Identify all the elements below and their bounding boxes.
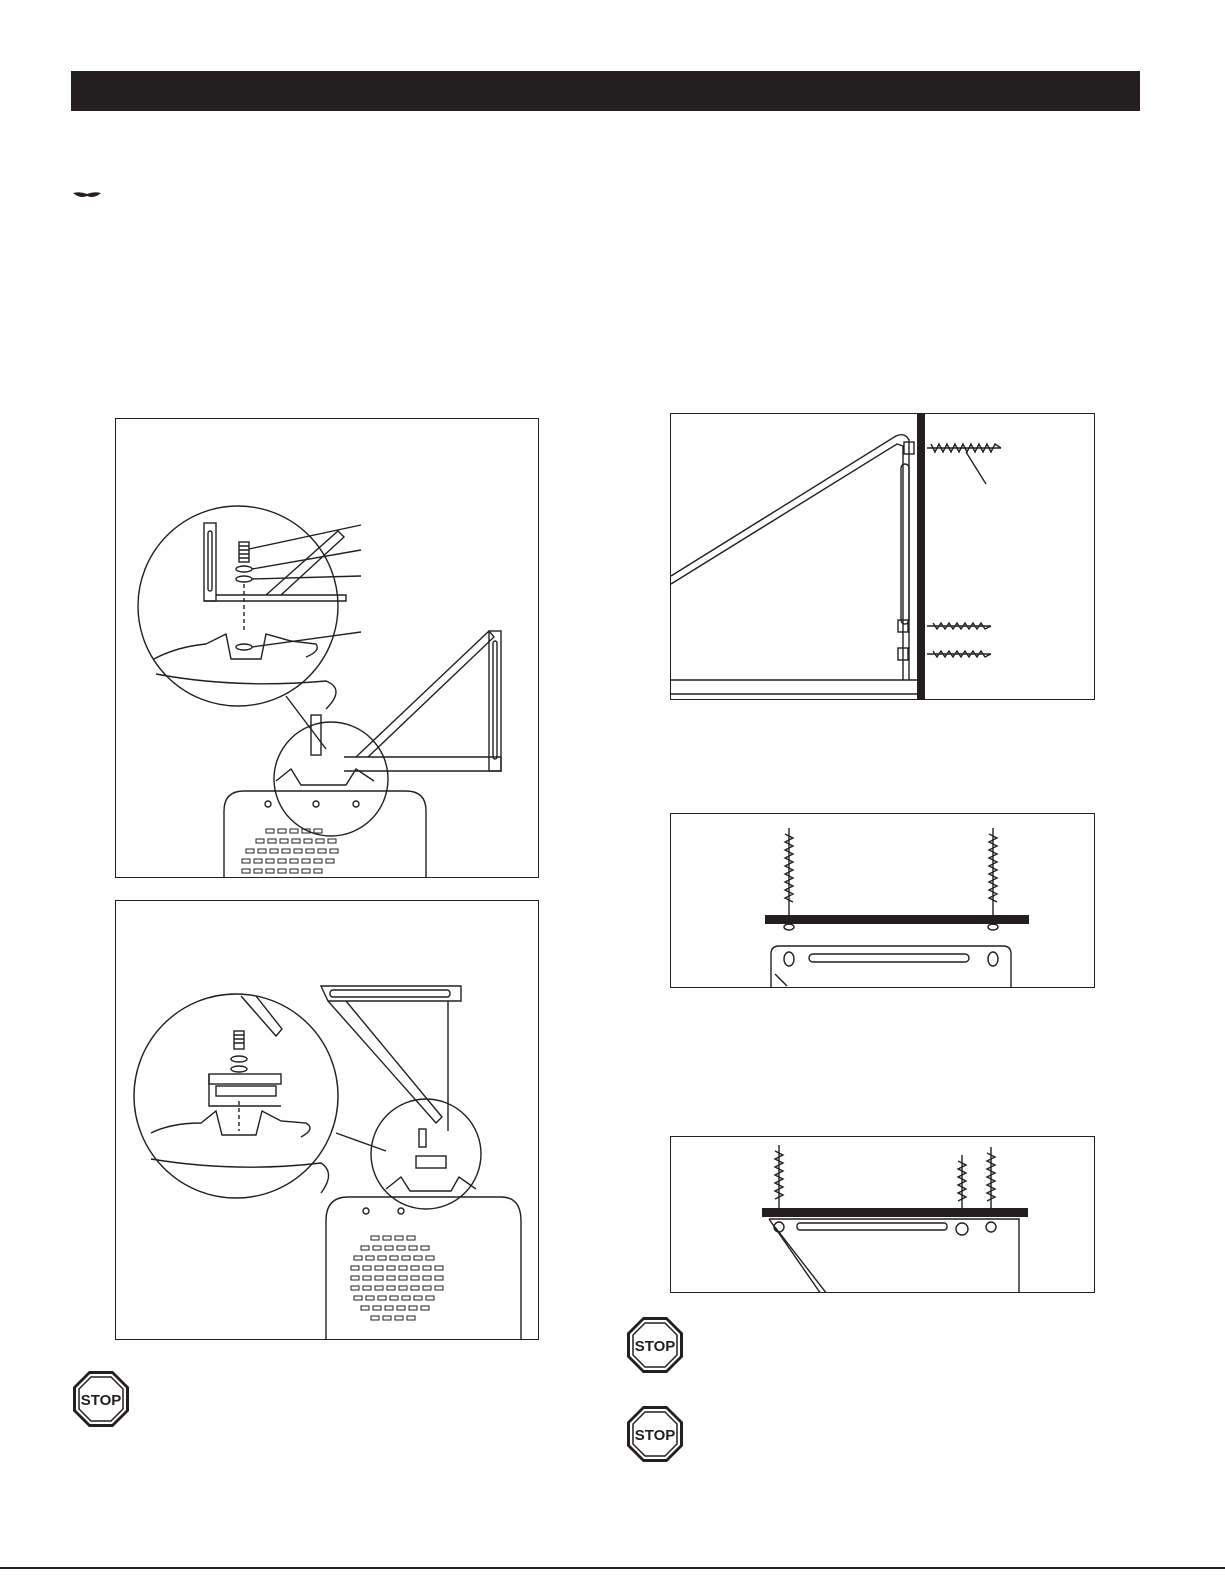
stop-sign-label: STOP <box>80 1392 122 1409</box>
figure-2-drawing <box>116 901 539 1340</box>
figure-ceiling-mount-before <box>670 813 1095 988</box>
figure-bracket-vertical-mount <box>115 900 539 1340</box>
stop-sign-icon <box>626 1316 684 1374</box>
section-header-bar <box>71 71 1140 111</box>
figure-ceiling-mount-attached <box>670 1136 1095 1293</box>
footer-rule <box>0 1567 1225 1569</box>
stop-sign-icon <box>626 1405 684 1463</box>
dingbat-icon <box>72 186 102 194</box>
figure-3-drawing <box>671 414 1095 700</box>
stop-sign-label: STOP <box>634 1338 676 1355</box>
figure-bracket-horizontal-mount <box>115 418 539 878</box>
stop-sign-label: STOP <box>634 1427 676 1444</box>
stop-sign-icon <box>72 1370 130 1428</box>
figure-wall-mount-screws <box>670 413 1095 700</box>
figure-4-drawing <box>671 814 1095 988</box>
figure-5-drawing <box>671 1137 1095 1293</box>
figure-1-drawing <box>116 419 539 878</box>
